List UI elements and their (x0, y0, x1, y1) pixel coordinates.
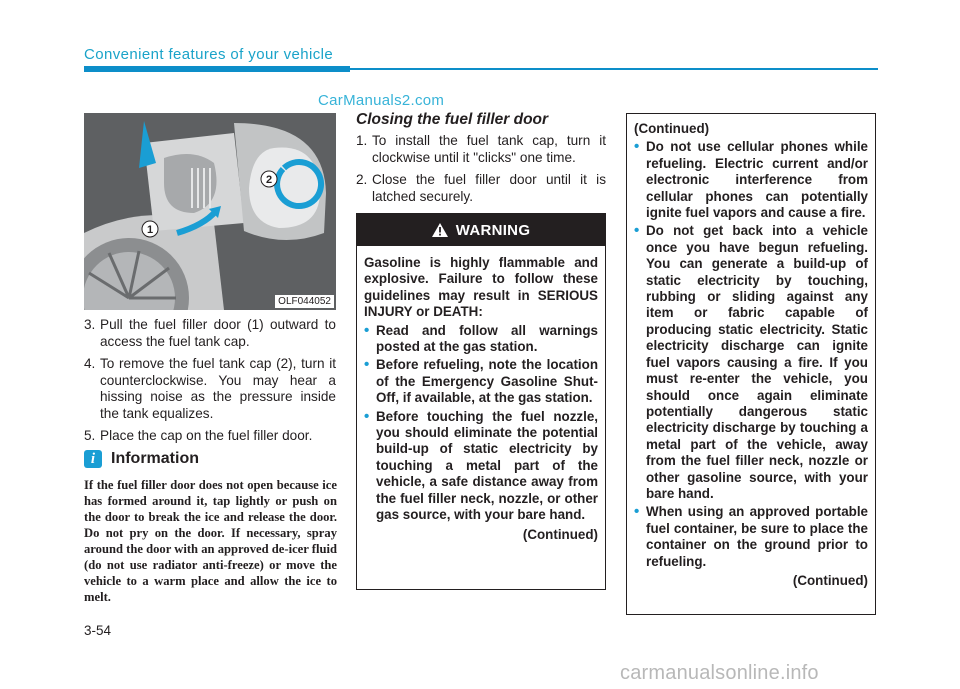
step-text: Place the cap on the fuel filler door. (100, 428, 313, 443)
step-number: 4. (84, 356, 96, 371)
continued-bullet (634, 504, 868, 570)
left-steps (84, 317, 336, 451)
warning-continued: (Continued) (522, 526, 598, 542)
watermark-carmanuals2[interactable]: CarManuals2.com (318, 92, 445, 109)
continued-bullet (634, 223, 868, 502)
fuel-filler-illustration (84, 113, 336, 310)
information-body: If the fuel filler door does not open because ice has formed around it, tap lightly or push on the door to break the ice and release the door. Do not pry on the door. If necessary, spray around the door with an approved de-icer fluid (do not use radiator anti-freeze) or move the vehicle to a warm place and allow the ice to melt. (84, 478, 337, 604)
watermark-carmanualsonline[interactable]: carmanualsonline.info (620, 662, 819, 684)
step-number: 3. (84, 317, 96, 332)
bullet-dot-icon: • (364, 356, 370, 374)
warning-intro: Gasoline is highly flammable and explosive. Failure to follow these guidelines may result in SERIOUS INJURY or DEATH: (364, 255, 598, 320)
warning-box (356, 213, 606, 590)
warning-bullet (364, 357, 598, 406)
section-title: Convenient features of your vehicle (84, 46, 334, 63)
fuel-door-drawing (84, 113, 336, 310)
warning-triangle-icon (432, 223, 448, 237)
continued-content (627, 114, 875, 589)
closing-steps (356, 133, 606, 211)
bullet-text: Before refueling, note the location of the Emergency Gasoline Shut-Off, if available, at the gas station. (376, 357, 598, 406)
step-5 (84, 428, 336, 445)
header-rule (350, 68, 878, 70)
bullet-dot-icon: • (364, 407, 370, 425)
bullet-text: When using an approved portable fuel container, be sure to place the container on the ground prior to refueling. (646, 504, 868, 569)
step-text: Pull the fuel filler door (1) outward to access the fuel tank cap. (100, 317, 336, 349)
bullet-text: Read and follow all warnings posted at the gas station. (376, 322, 598, 355)
bullet-dot-icon: • (634, 138, 640, 156)
step-text: To remove the fuel tank cap (2), turn it counterclockwise. You may hear a hissing noise as the pressure inside the tank equalizes. (100, 356, 336, 421)
bullet-text: Do not use cellular phones while refueling. Electric current and/or electronic interference from cellular phones can potentially ignite fuel vapors and cause a fire. (646, 139, 868, 221)
warning-bullet (364, 409, 598, 524)
closing-step-1 (356, 133, 606, 166)
bullet-dot-icon: • (634, 222, 640, 240)
page-number: 3-54 (84, 623, 112, 638)
bullet-text: Do not get back into a vehicle once you have begun refueling. You can generate a build-up of static electricity by touching, rubbing or sliding against any item or fabric capable of producing static electricity. Static electricity discharge can ignite fuel vapors causing a fire. If you must re-enter the vehicle, you should once again eliminate potentially dangerous static electricity discharge by touching a metal part of the vehicle, away from the fuel filler neck, nozzle or other gasoline source, with your bare hand. (646, 223, 868, 501)
continued-top-label: (Continued) (634, 121, 710, 136)
bullet-dot-icon: • (364, 321, 370, 339)
information-heading (84, 450, 199, 468)
step-number: 5. (84, 428, 96, 443)
warning-content (357, 246, 605, 543)
continued-bullet (634, 139, 868, 221)
warning-header (357, 214, 605, 246)
continued-warning-box (626, 113, 876, 615)
warning-bullet (364, 323, 598, 356)
bullet-dot-icon: • (634, 503, 640, 521)
information-icon: i (84, 450, 102, 468)
closing-step-2 (356, 172, 606, 205)
continued-bottom-label: (Continued) (792, 572, 868, 588)
step-number: 1. (356, 133, 368, 148)
header-accent-bar (84, 66, 350, 72)
information-label: Information (111, 450, 199, 467)
callout-2: 2 (265, 174, 273, 186)
step-text: To install the fuel tank cap, turn it clockwise until it "clicks" one time. (372, 133, 606, 165)
step-text: Close the fuel filler door until it is latched securely. (372, 172, 606, 204)
step-number: 2. (356, 172, 368, 187)
step-4 (84, 356, 336, 422)
figure-code: OLF044052 (275, 295, 334, 308)
closing-title: Closing the fuel filler door (356, 111, 549, 128)
warning-label: WARNING (455, 221, 531, 239)
step-3 (84, 317, 336, 350)
bullet-text: Before touching the fuel nozzle, you should eliminate the potential build-up of static electricity by touching a metal part of the vehicle, a safe distance away from the fuel filler neck, nozzle, or other gas source, with your bare hand. (376, 408, 598, 523)
callout-1: 1 (146, 224, 154, 236)
